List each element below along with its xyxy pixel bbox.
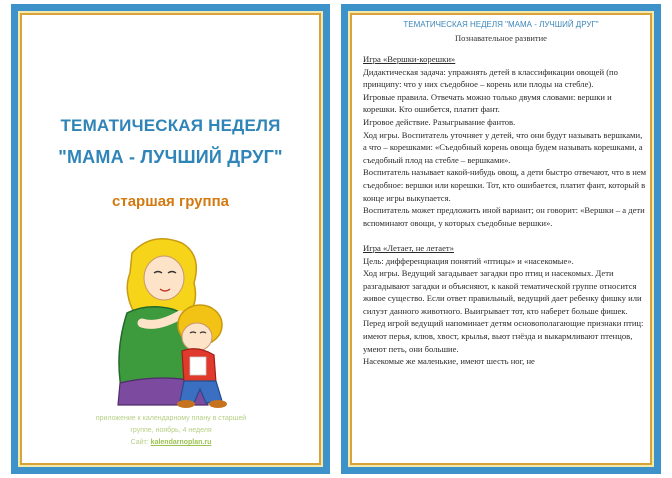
paragraph: Насекомые же маленькие, имеют шесть ног, не bbox=[363, 356, 535, 367]
footnote-line1: приложение к календарному плану в старшей bbox=[95, 415, 247, 422]
game-title: Игра «Летает, не летает» bbox=[363, 242, 454, 253]
cover-page bbox=[11, 4, 330, 474]
page-header: ТЕМАТИЧЕСКАЯ НЕДЕЛЯ "МАМА - ЛУЧШИЙ ДРУГ" bbox=[403, 20, 599, 29]
cover-title-line2: "МАМА - ЛУЧШИЙ ДРУГ" bbox=[58, 147, 283, 167]
game-title: Игра «Вершки-корешки» bbox=[363, 54, 456, 64]
site-link[interactable]: kalendarnoplan.ru bbox=[150, 439, 212, 446]
cover-title-line1: ТЕМАТИЧЕСКАЯ НЕДЕЛЯ bbox=[60, 116, 281, 135]
footnote-line2: группе, ноябрь, 4 неделя bbox=[130, 427, 212, 434]
mother-and-child-illustration bbox=[102, 233, 242, 408]
section-title: Познавательное развитие bbox=[455, 33, 547, 43]
paragraph: Игровое действие. Разыгрывание фантов. bbox=[363, 116, 516, 127]
paragraph: Воспитатель может предложить иной вариант; он говорит: «Вершки – а дети вспоминают овощи, у которых съедобные вершки». bbox=[363, 205, 645, 228]
group-label: старшая группа bbox=[112, 193, 229, 210]
footnote-site-line bbox=[38, 437, 304, 448]
paragraph: Дидактическая задача: упражнять детей в классификации овощей (по принципу: что у них съедобное – корень или плоды на стебле). bbox=[363, 66, 618, 90]
content-body bbox=[363, 53, 647, 368]
paragraph: Игровые правила. Отвечать можно только двумя словами: вершки и корешки. Кто ошибется, платит фант. bbox=[363, 91, 612, 115]
paragraph: Воспитатель называет какой-нибудь овощ, а дети быстро отвечают, что в нем съедобное: вершки или корешки. Тот, кто ошибается, платит фант, который в конце игры выкупается. bbox=[363, 167, 647, 203]
footnote-site-prefix: Сайт: bbox=[130, 439, 151, 446]
content-page bbox=[341, 4, 661, 474]
paragraph: Ход игры. Ведущий загадывает загадки про птиц и насекомых. Дети разгадывают загадки и объясняют, к какой тематической группе относится живое существо. Если ответ правильный, ведущий дает ребенку фишку или силуэт данного животного. Выигрывает тот, кто наберет больше фишек. Перед игрой ведущий напоминает детям основополагающие признаки птиц: имеют перья, клюв, хвост, крылья, вьют гнёзда и выкармливают птенцов, умеют петь, они большие. bbox=[363, 268, 644, 354]
paragraph: Цель: дифференциация понятий «птицы» и «насекомые». bbox=[363, 255, 574, 266]
paragraph: Ход игры. Воспитатель уточняет у детей, что они будут называть вершками, а что – корешками: «Съедобный корень овоща будем называть корешками, а съедобный плод на стебле – вершками». bbox=[363, 129, 643, 165]
paragraph-spacer bbox=[363, 229, 647, 242]
